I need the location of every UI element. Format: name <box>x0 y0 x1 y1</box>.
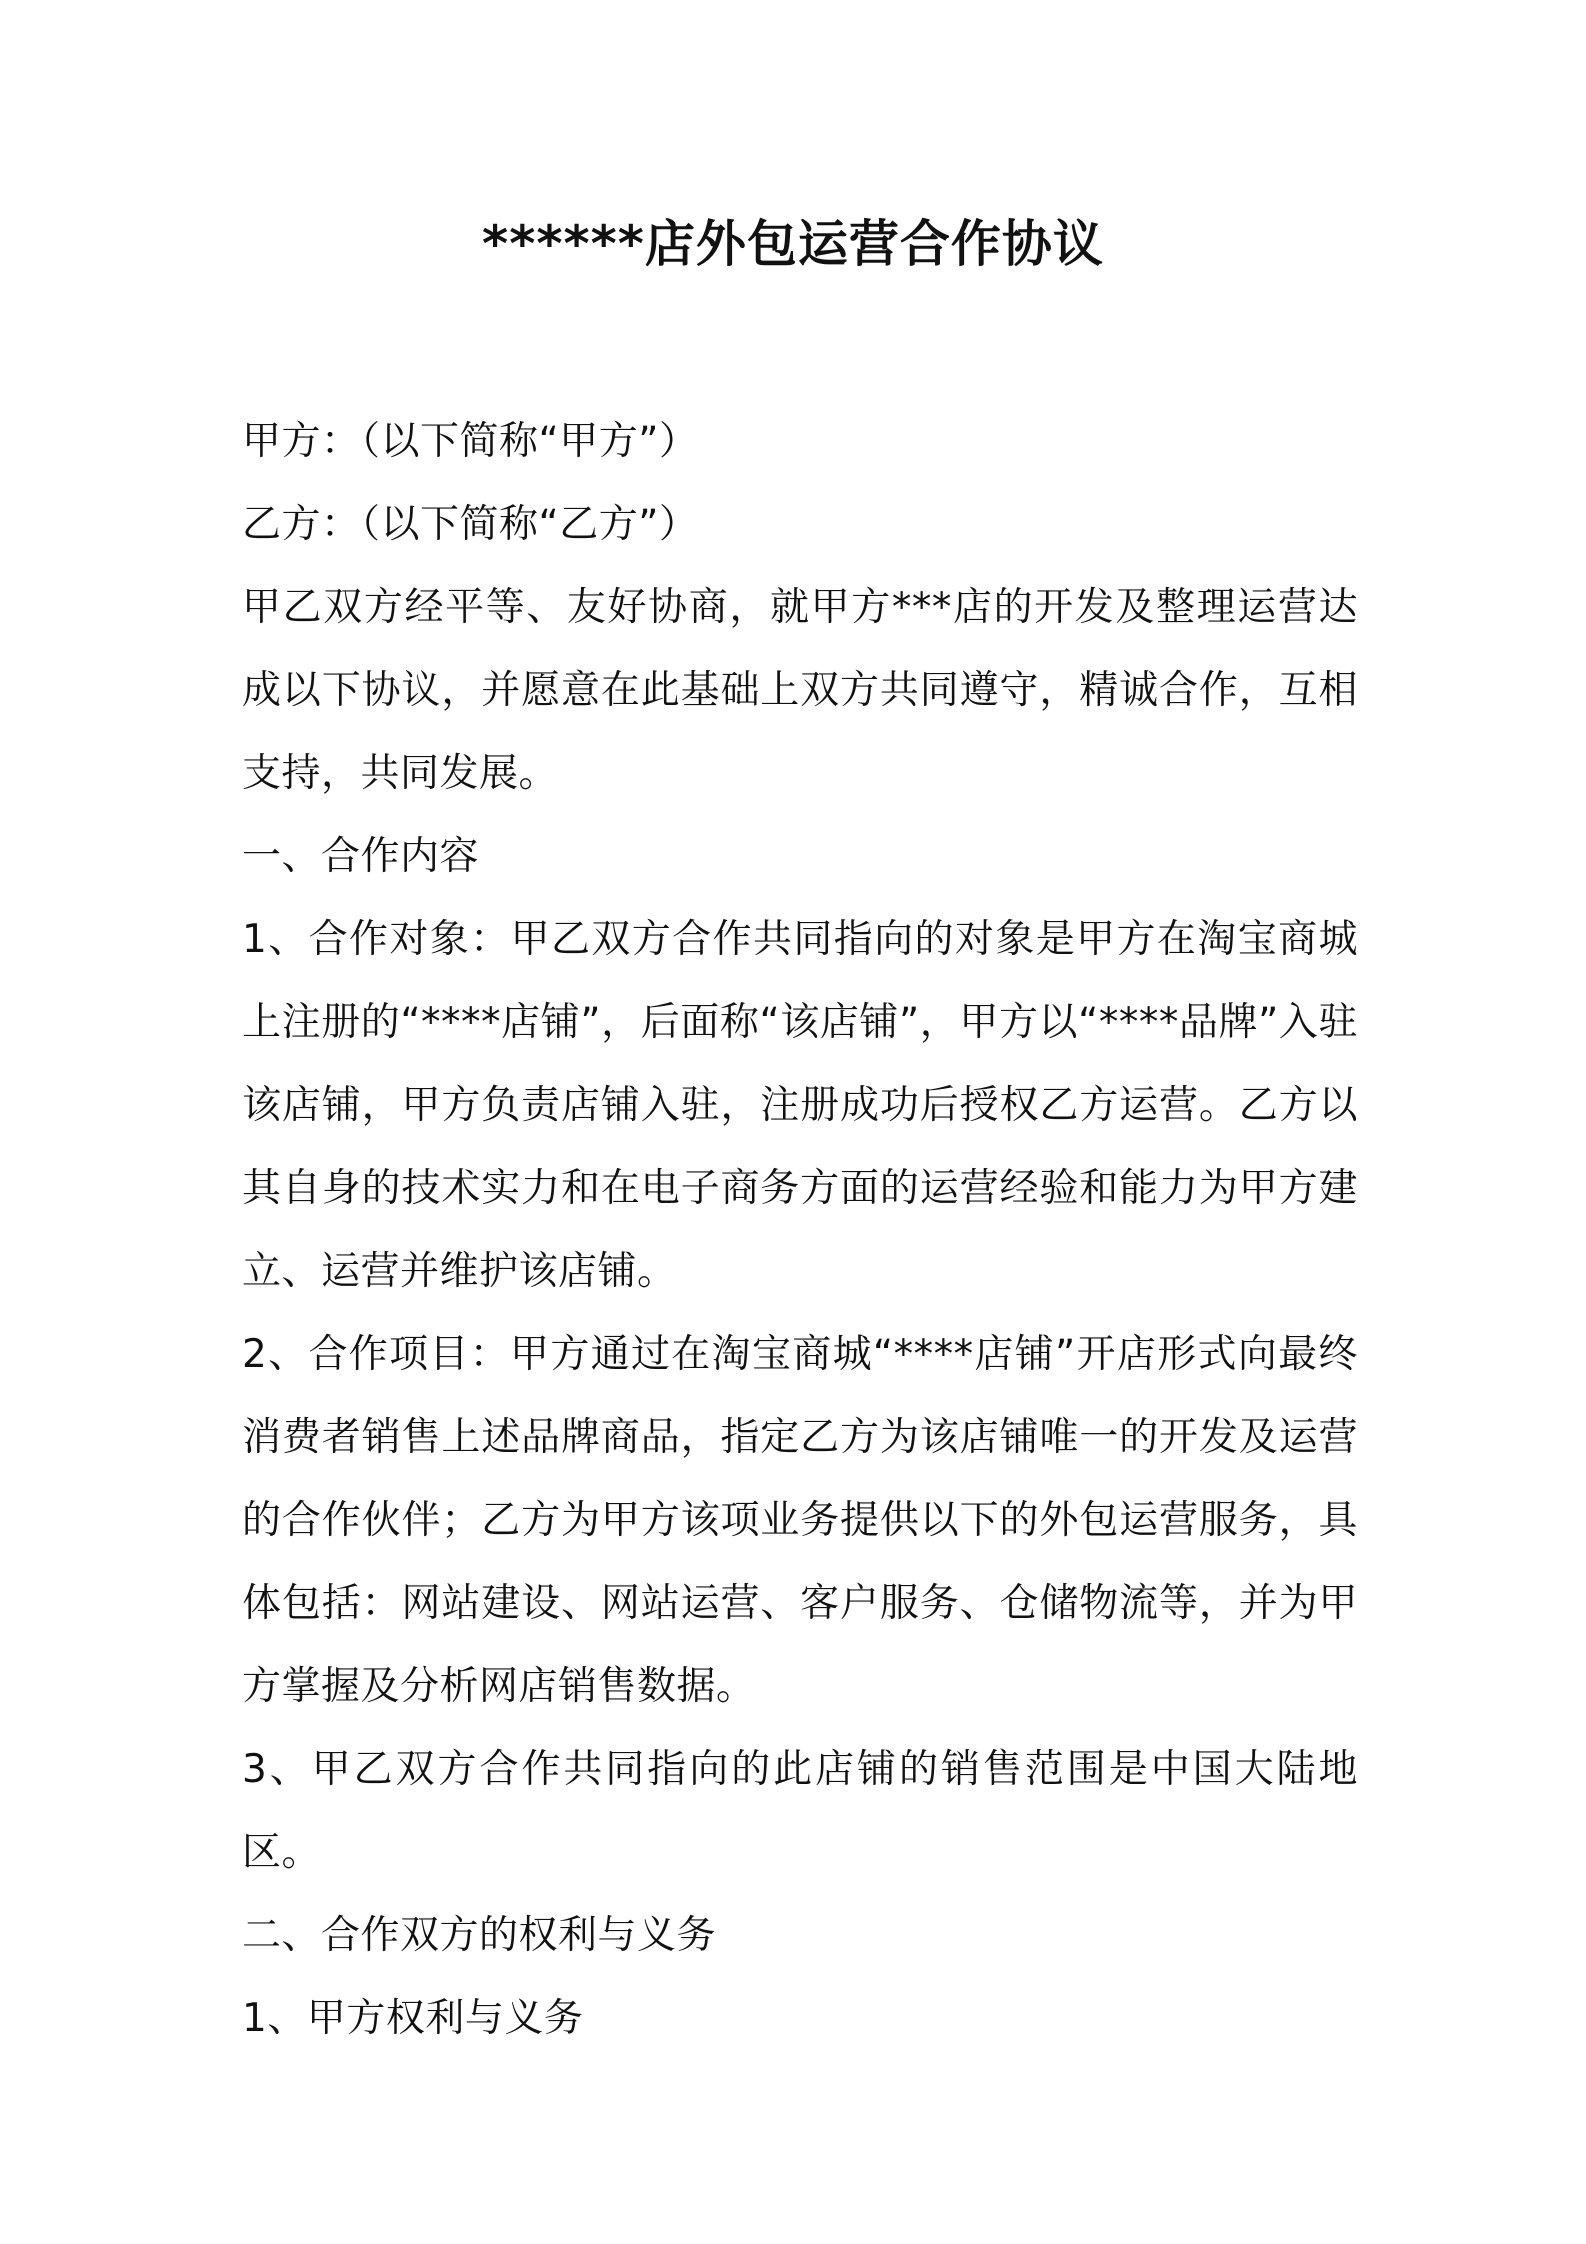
clause-party-a-rights: 1、甲方权利与义务 <box>242 1996 584 2041</box>
clause-cooperation-project: 2、合作项目：甲方通过在淘宝商城“****店铺”开店形式向最终消费者销售上述品牌商品，指定乙方为该店铺唯一的开发及运营的合作伙伴；乙方为甲方该项业务提供以下的外包运营服务，具体包括：网站建设、网站运营、客户服务、仓储物流等，并为甲方掌握及分析网店销售数据。 <box>242 1332 1358 1709</box>
intro-paragraph: 甲乙双方经平等、友好协商，就甲方***店的开发及整理运营达成以下协议，并愿意在此基础上双方共同遵守，精诚合作，互相支持，共同发展。 <box>242 585 1358 796</box>
section-heading-rights-obligations: 二、合作双方的权利与义务 <box>242 1913 717 1958</box>
section-heading-cooperation-content: 一、合作内容 <box>242 834 480 879</box>
clause-cooperation-object: 1、合作对象：甲乙双方合作共同指向的对象是甲方在淘宝商城上注册的“****店铺”，后面称“该店铺”，甲方以“****品牌”入驻该店铺，甲方负责店铺入驻，注册成功后授权乙方运营。乙方以其自身的技术实力和在电子商务方面的运营经验和能力为甲方建立、运营并维护该店铺。 <box>242 917 1358 1294</box>
party-b-line: 乙方：（以下简称“乙方”） <box>242 502 699 547</box>
document-body <box>242 400 1358 2060</box>
clause-sales-scope: 3、甲乙双方合作共同指向的此店铺的销售范围是中国大陆地区。 <box>242 1747 1358 1875</box>
document-title: ******店外包运营合作协议 <box>482 215 1104 273</box>
party-a-line: 甲方：（以下简称“甲方”） <box>242 419 699 464</box>
